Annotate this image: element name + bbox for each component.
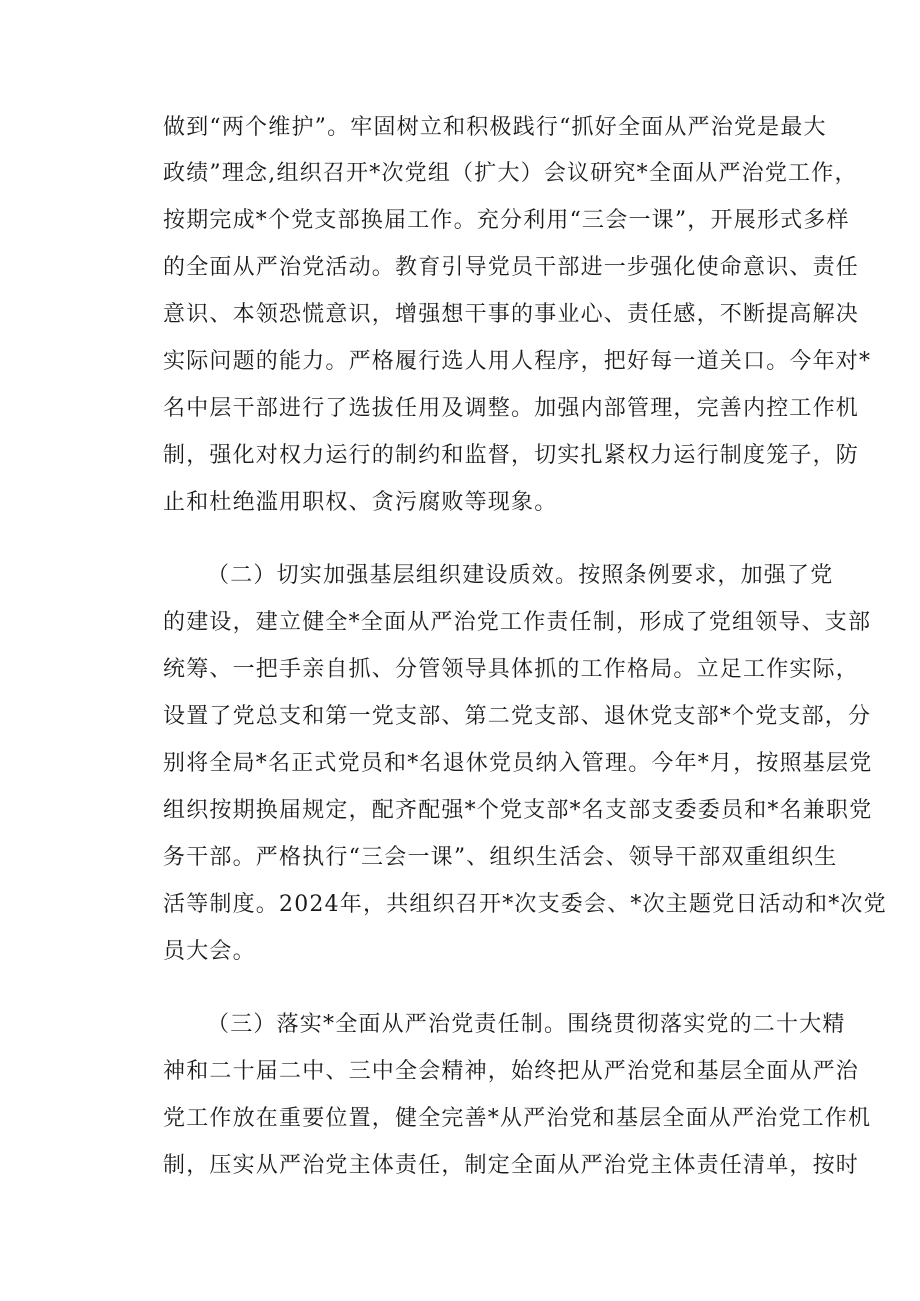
paragraph-line: （三）落实*全面从严治党责任制。围绕贯彻落实党的二十大精 — [207, 1012, 846, 1037]
paragraph-line: 实际问题的能力。严格履行选人用人程序，把好每一道关口。今年对* — [163, 349, 872, 374]
paragraph-line: 务干部。严格执行“三会一课”、组织生活会、领导干部双重组织生 — [163, 845, 838, 870]
paragraph-line: 制，压实从严治党主体责任，制定全面从严治党主体责任清单，按时 — [163, 1153, 860, 1178]
paragraph-line: （二）切实加强基层组织建设质效。按照条例要求，加强了党 — [207, 563, 834, 588]
paragraph-line: 员大会。 — [163, 939, 256, 964]
paragraph-line: 制，强化对权力运行的制约和监督，切实扎紧权力运行制度笼子，防 — [163, 443, 860, 468]
paragraph-line: 名中层干部进行了选拔任用及调整。加强内部管理，完善内控工作机 — [163, 396, 860, 421]
paragraph-line: 神和二十届二中、三中全会精神，始终把从严治党和基层全面从严治 — [163, 1059, 860, 1084]
paragraph-line: 组织按期换届规定，配齐配强*个党支部*名支部支委委员和*名兼职党 — [163, 798, 873, 823]
paragraph-line: 做到“两个维护”。牢固树立和积极践行“抓好全面从严治党是最大 — [163, 115, 827, 140]
paragraph-line: 意识、本领恐慌意识，增强想干事的事业心、责任感，不断提高解决 — [163, 302, 860, 327]
paragraph-line: 党工作放在重要位置，健全完善*从严治党和基层全面从严治党工作机 — [163, 1106, 872, 1131]
paragraph-line: 设置了党总支和第一党支部、第二党支部、退休党支部*个党支部，分 — [163, 704, 872, 729]
paragraph-line: 止和杜绝滥用职权、贪污腐败等现象。 — [163, 490, 558, 515]
paragraph-line: 按期完成*个党支部换届工作。充分利用“三会一课”，开展形式多样 — [163, 208, 850, 233]
paragraph-line: 的建设，建立健全*全面从严治党工作责任制，形成了党组领导、支部 — [163, 610, 872, 635]
paragraph-line: 的全面从严治党活动。教育引导党员干部进一步强化使命意识、责任 — [163, 255, 860, 280]
paragraph-line: 政绩”理念,组织召开*次党组（扩大）会议研究*全面从严治党工作， — [163, 161, 858, 186]
paragraph-line: 别将全局*名正式党员和*名退休党员纳入管理。今年*月，按照基层党 — [163, 751, 873, 776]
paragraph-line: 活等制度。2024年，共组织召开*次支委会、*次主题党日活动和*次党 — [163, 892, 887, 917]
paragraph-line: 统筹、一把手亲自抓、分管领导具体抓的工作格局。立足工作实际， — [163, 657, 860, 682]
